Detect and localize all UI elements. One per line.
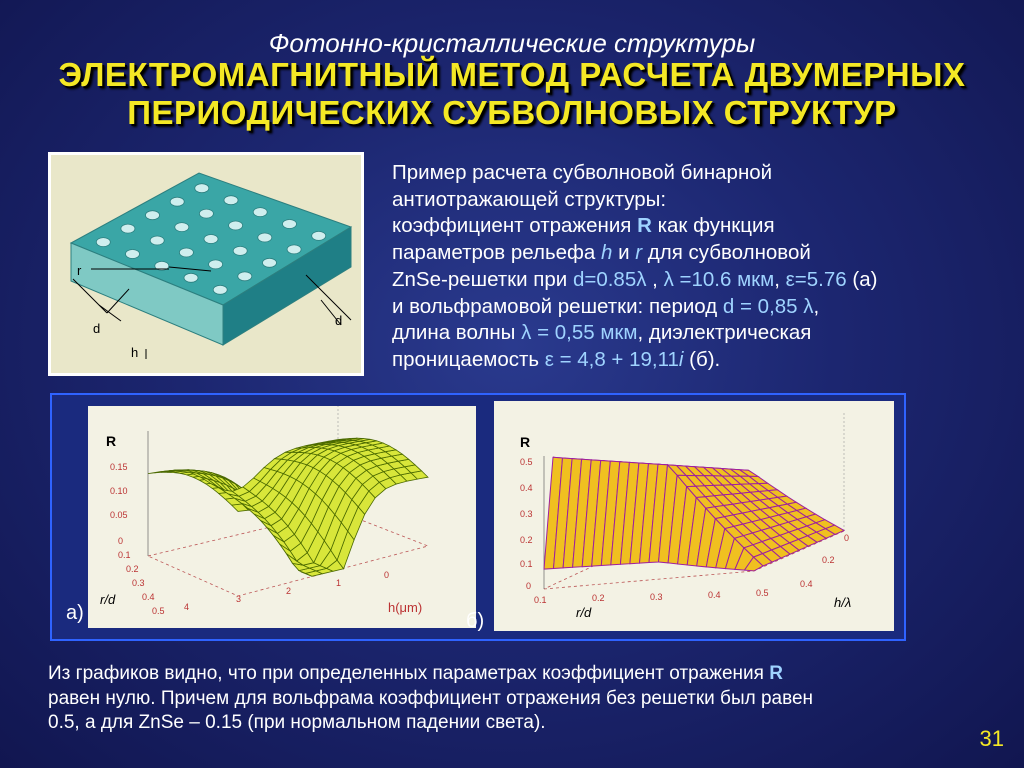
plot-b-x-tick: 0.1 bbox=[534, 595, 547, 605]
grating-hole bbox=[287, 245, 301, 254]
description-text bbox=[392, 160, 1002, 374]
desc-param-lambda: λ = 0,55 мкм bbox=[521, 321, 638, 345]
desc-fragment: коэффициент отражения bbox=[392, 214, 638, 238]
grating-hole bbox=[179, 248, 193, 257]
plot-a-z-tick: 0.10 bbox=[110, 486, 128, 496]
desc-fragment: параметров рельефа bbox=[392, 241, 602, 265]
desc-symbol-i: i bbox=[678, 347, 684, 371]
conclusion-line: равен нулю. Причем для вольфрама коэффициент отражения без решетки был равен bbox=[48, 687, 814, 709]
plot-a-y-tick: 0 bbox=[384, 570, 390, 580]
desc-fragment: , bbox=[813, 294, 820, 318]
plot-a-x-tick: 0.2 bbox=[126, 564, 139, 574]
plot-a-y-tick: 4 bbox=[184, 602, 190, 612]
plot-b-mesh bbox=[544, 457, 844, 571]
desc-line bbox=[392, 213, 1002, 240]
plot-b-z-tick: 0.4 bbox=[520, 483, 533, 493]
plot-b-z-label: R bbox=[520, 434, 531, 450]
plot-a-y-tick: 2 bbox=[286, 586, 292, 596]
plot-a-x-tick: 0.3 bbox=[132, 578, 145, 588]
plot-a-label: а) bbox=[66, 602, 84, 624]
grating-hole bbox=[283, 220, 297, 229]
grating-diagram bbox=[48, 152, 364, 376]
grating-hole bbox=[146, 211, 160, 220]
conclusion-line bbox=[48, 662, 988, 687]
desc-param-d: d = 0,85 λ bbox=[722, 294, 814, 318]
plot-b-y-tick: 0.2 bbox=[822, 555, 835, 565]
grating-hole bbox=[224, 196, 238, 205]
plot-a-y-tick: 3 bbox=[236, 594, 242, 604]
plot-b-z-tick: 0 bbox=[526, 581, 532, 591]
grating-hole bbox=[209, 260, 223, 269]
plot-a-x-tick: 0.5 bbox=[152, 606, 165, 616]
desc-fragment: проницаемость bbox=[392, 347, 545, 371]
desc-param-eps: ε = 4,8 + 19,11 bbox=[544, 347, 679, 371]
plot-b-x-tick: 0.4 bbox=[708, 590, 721, 600]
plot-b-svg bbox=[494, 401, 894, 631]
desc-symbol-R: R bbox=[637, 214, 652, 238]
page-number: 31 bbox=[979, 726, 1004, 751]
plot-b bbox=[494, 401, 894, 631]
slide-title-line2: ПЕРИОДИЧЕСКИХ СУБВОЛНОВЫХ СТРУКТУР bbox=[127, 94, 897, 131]
grating-hole bbox=[233, 246, 247, 255]
desc-param-d: d=0.85λ bbox=[572, 267, 647, 291]
plot-b-label: б) bbox=[466, 610, 485, 632]
desc-param-lambda: λ =10.6 мкм bbox=[663, 267, 775, 291]
plot-a-z-label: R bbox=[106, 433, 117, 449]
plot-b-x-label: r/d bbox=[576, 605, 592, 620]
plot-a-z-tick: 0 bbox=[118, 536, 124, 546]
grating-hole bbox=[312, 231, 326, 240]
plots-frame bbox=[50, 393, 906, 641]
plot-b-z-tick: 0.3 bbox=[520, 509, 533, 519]
slide-title bbox=[0, 56, 1024, 132]
grating-hole bbox=[175, 223, 189, 232]
desc-line bbox=[392, 320, 1002, 347]
plot-b-z-tick: 0.2 bbox=[520, 535, 533, 545]
plot-b-z-tick: 0.5 bbox=[520, 457, 533, 467]
grating-hole bbox=[263, 258, 277, 267]
desc-line bbox=[392, 347, 1002, 374]
desc-fragment: , bbox=[774, 267, 786, 291]
diagram-label-d-left: d bbox=[93, 321, 101, 336]
diagram-label-h: h bbox=[131, 345, 139, 360]
plot-a-x-tick: 0.1 bbox=[118, 550, 131, 560]
plot-a-x-label: r/d bbox=[100, 592, 116, 607]
plot-a-z-tick: 0.15 bbox=[110, 462, 128, 472]
grating-hole bbox=[229, 221, 243, 230]
desc-symbol-h: h bbox=[601, 241, 613, 265]
desc-fragment: , bbox=[646, 267, 664, 291]
desc-fragment: (а) bbox=[846, 267, 878, 291]
grating-hole bbox=[253, 208, 267, 217]
desc-line bbox=[392, 240, 1002, 267]
desc-fragment: , диэлектрическая bbox=[637, 321, 812, 345]
desc-fragment: как функция bbox=[651, 214, 775, 238]
grating-hole bbox=[170, 197, 184, 206]
plot-a bbox=[88, 406, 476, 628]
plot-a-y-label: h(μm) bbox=[388, 600, 423, 615]
plot-a-x-tick: 0.4 bbox=[142, 592, 155, 602]
conclusion-symbol-R: R bbox=[769, 663, 783, 684]
desc-line: Пример расчета субволновой бинарной bbox=[392, 161, 773, 184]
desc-fragment: ZnSe-решетки при bbox=[392, 267, 573, 291]
desc-symbol-r: r bbox=[635, 241, 643, 265]
diagram-label-r: r bbox=[77, 263, 82, 278]
grating-hole bbox=[126, 250, 140, 259]
grating-hole bbox=[184, 273, 198, 282]
grating-hole bbox=[204, 235, 218, 244]
grating-hole bbox=[195, 184, 209, 193]
desc-line bbox=[392, 267, 1002, 294]
grating-illustration bbox=[51, 155, 361, 373]
dim-line bbox=[306, 275, 351, 320]
plot-a-svg bbox=[88, 406, 476, 628]
grating-hole bbox=[258, 233, 272, 242]
plot-b-x-tick: 0.5 bbox=[756, 588, 769, 598]
desc-fragment: и вольфрамовой решетки: период bbox=[392, 294, 723, 318]
plot-b-z-tick: 0.1 bbox=[520, 559, 533, 569]
desc-fragment: для субволновой bbox=[642, 241, 811, 265]
plot-b-y-label: h/λ bbox=[834, 595, 852, 610]
conclusion-text bbox=[48, 662, 988, 736]
slide-subtitle: Фотонно-кристаллические структуры bbox=[268, 28, 756, 58]
conclusion-line: 0.5, а для ZnSe – 0.15 (при нормальном падении света). bbox=[48, 712, 546, 733]
desc-fragment: (б). bbox=[683, 347, 721, 371]
dim-arrow bbox=[99, 305, 121, 321]
diagram-label-d-right: d bbox=[335, 313, 343, 328]
desc-fragment: и bbox=[612, 241, 636, 265]
conclusion-fragment: Из графиков видно, что при определенных параметрах коэффициент отражения bbox=[48, 663, 770, 684]
desc-param-eps: ε=5.76 bbox=[785, 267, 847, 291]
desc-fragment: длина волны bbox=[392, 321, 522, 345]
plot-b-x-tick: 0.3 bbox=[650, 592, 663, 602]
plot-b-y-tick: 0.4 bbox=[800, 579, 813, 589]
desc-line bbox=[392, 294, 1002, 321]
grating-hole bbox=[96, 238, 110, 247]
grating-hole bbox=[121, 224, 135, 233]
plot-b-x-tick: 0.2 bbox=[592, 593, 605, 603]
plot-a-z-tick: 0.05 bbox=[110, 510, 128, 520]
plot-b-y-tick: 0 bbox=[844, 533, 850, 543]
plot-a-mesh bbox=[148, 438, 428, 576]
plot-a-y-tick: 1 bbox=[336, 578, 342, 588]
grating-hole bbox=[150, 236, 164, 245]
desc-line: антиотражающей структуры: bbox=[392, 187, 667, 211]
grating-hole bbox=[213, 285, 227, 294]
slide-title-line1: ЭЛЕКТРОМАГНИТНЫЙ МЕТОД РАСЧЕТА ДВУМЕРНЫХ bbox=[58, 56, 966, 93]
grating-hole bbox=[199, 209, 213, 218]
grating-hole bbox=[238, 272, 252, 281]
